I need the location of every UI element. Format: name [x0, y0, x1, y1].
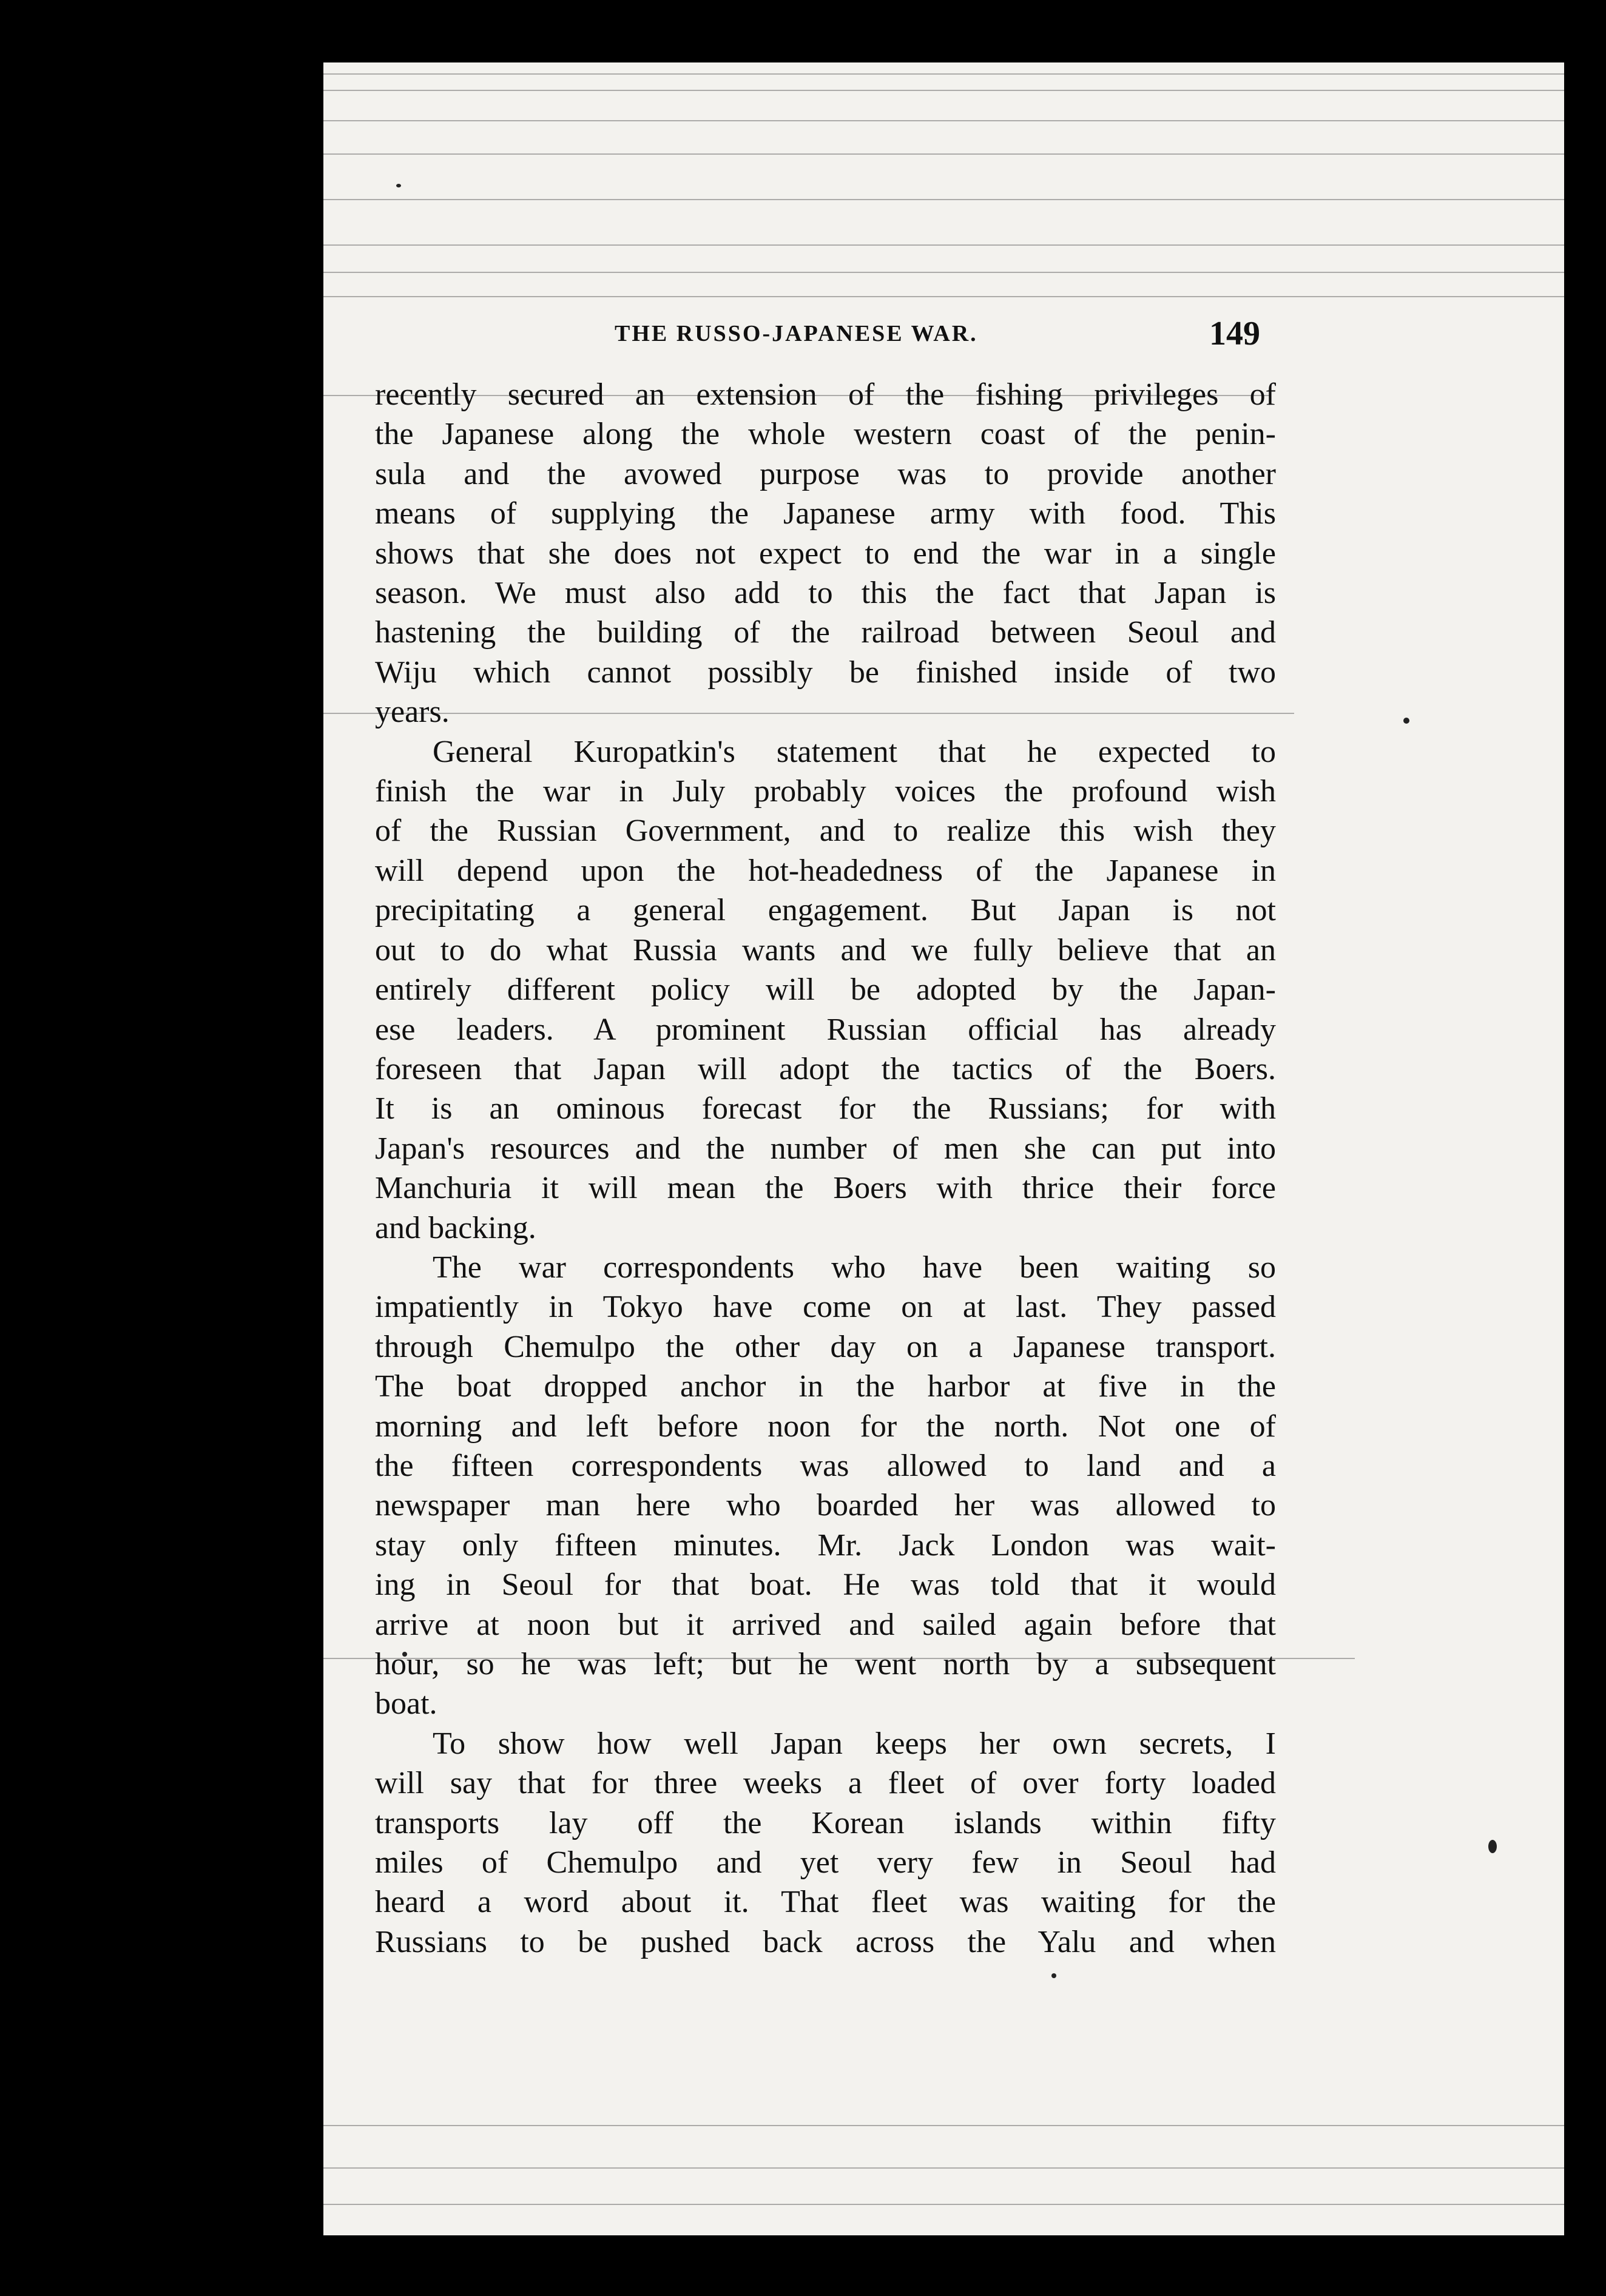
text-line: shows that she does not expect to end the war in a single: [375, 536, 1276, 571]
text-line: through Chemulpo the other day on a Japanese transport.: [375, 1329, 1276, 1364]
text-line: ese leaders. A prominent Russian official has already: [375, 1012, 1276, 1047]
film-scratch: [323, 2204, 1564, 2205]
text-line: season. We must also add to this the fact that Japan is: [375, 576, 1276, 611]
text-line: will depend upon the hot-headedness of the Japanese in: [375, 853, 1276, 888]
text-line: recently secured an extension of the fishing privileges of: [375, 377, 1276, 412]
text-line: boat.: [375, 1686, 437, 1722]
text-line: out to do what Russia wants and we fully believe that an: [375, 932, 1276, 968]
text-line: stay only fifteen minutes. Mr. Jack London was wait-: [375, 1527, 1276, 1563]
text-line: means of supplying the Japanese army with food. This: [375, 496, 1276, 531]
film-scratch: [323, 296, 1564, 297]
text-line: will say that for three weeks a fleet of over forty loaded: [375, 1766, 1276, 1801]
text-line: The war correspondents who have been waiting so: [433, 1250, 1276, 1285]
text-line: Wiju which cannot possibly be finished inside of two: [375, 655, 1276, 690]
text-line: years.: [375, 695, 450, 730]
text-line: transports lay off the Korean islands within fifty: [375, 1805, 1276, 1840]
paragraph: [375, 732, 1276, 1248]
text-line: heard a word about it. That fleet was waiting for the: [375, 1885, 1276, 1920]
text-line: arrive at noon but it arrived and sailed again before that: [375, 1607, 1276, 1642]
dust-speck: [396, 184, 401, 187]
film-scratch: [323, 2125, 1564, 2126]
text-line: foreseen that Japan will adopt the tactics of the Boers.: [375, 1051, 1276, 1086]
film-scratch: [323, 153, 1564, 155]
text-line: hastening the building of the railroad between Seoul and: [375, 615, 1276, 650]
film-scratch: [323, 73, 1564, 75]
paragraph: [375, 1248, 1276, 1724]
text-line: ing in Seoul for that boat. He was told that it would: [375, 1567, 1276, 1603]
text-line: miles of Chemulpo and yet very few in Seoul had: [375, 1845, 1276, 1880]
text-line: precipitating a general engagement. But Japan is not: [375, 893, 1276, 928]
text-line: of the Russian Government, and to realize this wish they: [375, 813, 1276, 849]
text-line: Manchuria it will mean the Boers with thrice their force: [375, 1171, 1276, 1206]
text-line: Japan's resources and the number of men she can put into: [375, 1131, 1276, 1166]
page-header: [323, 314, 1276, 363]
text-line: General Kuropatkin's statement that he expected to: [433, 734, 1276, 769]
text-line: the Japanese along the whole western coast of the penin-: [375, 417, 1276, 452]
dust-speck: [1403, 718, 1409, 724]
running-title: THE RUSSO-JAPANESE WAR.: [615, 321, 978, 346]
text-line: To show how well Japan keeps her own secrets, I: [433, 1726, 1276, 1761]
text-line: newspaper man here who boarded her was allowed to: [375, 1488, 1276, 1523]
film-scratch: [323, 244, 1564, 246]
text-line: It is an ominous forecast for the Russians; for with: [375, 1091, 1276, 1126]
body-text: [375, 375, 1276, 1962]
text-line: The boat dropped anchor in the harbor at five in the: [375, 1369, 1276, 1404]
text-line: the fifteen correspondents was allowed to land and a: [375, 1448, 1276, 1483]
page-number: 149: [1209, 315, 1260, 352]
dust-speck: [1488, 1840, 1497, 1853]
text-line: hour, so he was left; but he went north by a subsequent: [375, 1647, 1276, 1682]
text-line: sula and the avowed purpose was to provide another: [375, 456, 1276, 491]
paragraph: [375, 1724, 1276, 1962]
film-scratch: [323, 199, 1564, 200]
film-scratch: [323, 272, 1564, 273]
text-line: Russians to be pushed back across the Yalu and when: [375, 1924, 1276, 1959]
text-line: entirely different policy will be adopted by the Japan-: [375, 972, 1276, 1008]
text-line: finish the war in July probably voices the profound wish: [375, 774, 1276, 809]
film-scratch: [323, 2167, 1564, 2169]
film-scratch: [323, 120, 1564, 121]
text-line: impatiently in Tokyo have come on at last. They passed: [375, 1290, 1276, 1325]
text-line: morning and left before noon for the north. Not one of: [375, 1409, 1276, 1444]
dust-speck: [1051, 1973, 1056, 1978]
film-scratch: [323, 90, 1564, 91]
text-line: and backing.: [375, 1210, 536, 1245]
paragraph: [375, 375, 1276, 732]
book-page: [323, 62, 1564, 2235]
